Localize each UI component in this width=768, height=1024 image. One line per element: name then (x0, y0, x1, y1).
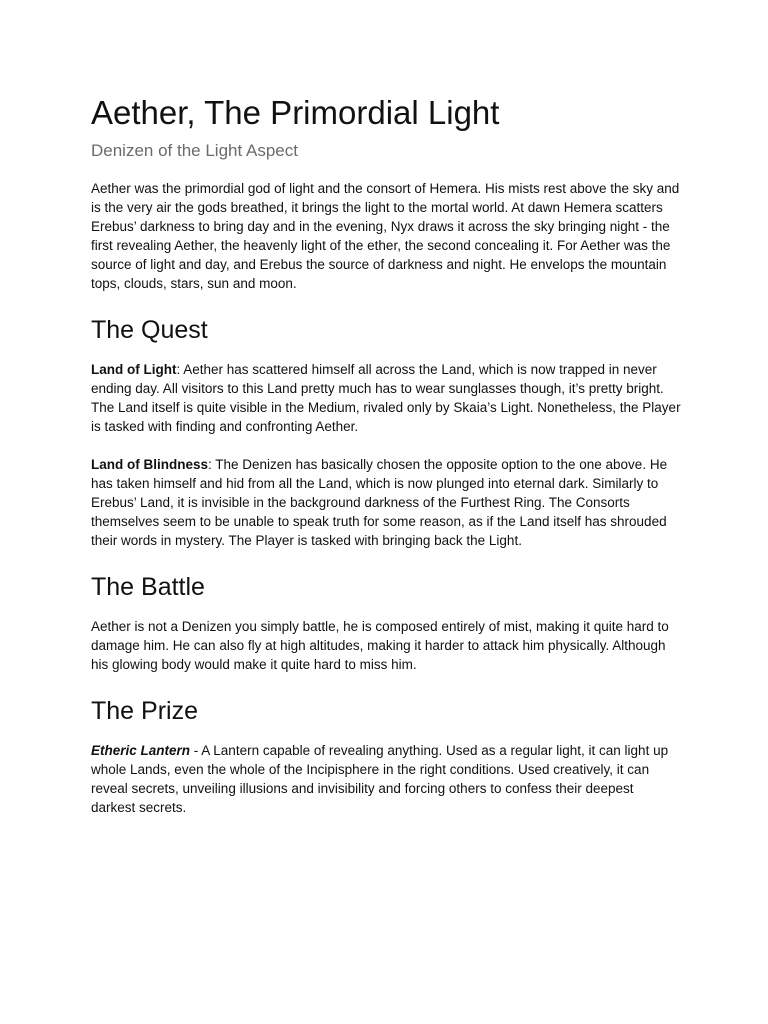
page-title: Aether, The Primordial Light (91, 94, 500, 131)
quest-term-land-of-blindness: Land of Blindness (91, 457, 209, 472)
document-page (91, 92, 681, 817)
page-subtitle: Denizen of the Light Aspect (91, 141, 298, 160)
battle-paragraph: Aether is not a Denizen you simply battle, he is composed entirely of mist, making it quite hard to damage him. He can also fly at high altitudes, making it harder to attack him physically. Although his glowing body would make it quite hard to miss him. (91, 619, 669, 672)
quest-text-land-of-light: : Aether has scattered himself all across the Land, which is now trapped in never ending day. All visitors to this Land pretty much has to wear sunglasses though, it’s pretty bright. The Land itself is quite visible in the Medium, rivaled only by Skaia’s Light. Nonetheless, the Player is tasked with finding and confronting Aether. (91, 362, 681, 434)
prize-paragraph (91, 741, 681, 817)
quest-text-land-of-blindness: : The Denizen has basically chosen the opposite option to the one above. He has taken himself and hid from all the Land, which is now plunged into eternal dark. Similarly to Erebus’ Land, it is invisible in the background darkness of the Furthest Ring. The Consorts themselves seem to be unable to speak truth for some reason, as if the Land itself has shrouded their words in mystery. The Player is tasked with bringing back the Light. (91, 457, 668, 548)
battle-heading: The Battle (91, 573, 205, 601)
intro-paragraph: Aether was the primordial god of light and the consort of Hemera. His mists rest above the sky and is the very air the gods breathed, it brings the light to the mortal world. At dawn Hemera scatters Erebus’ darkness to bring day and in the evening, Nyx draws it across the sky bringing night - the first revealing Aether, the heavenly light of the ether, the second concealing it. For Aether was the source of light and day, and Erebus the source of darkness and night. He envelops the mountain tops, clouds, stars, sun and moon. (91, 181, 680, 291)
prize-heading: The Prize (91, 697, 198, 725)
quest-heading: The Quest (91, 316, 208, 344)
quest-paragraph-land-of-blindness (91, 455, 681, 550)
quest-term-land-of-light: Land of Light (91, 362, 177, 377)
quest-paragraph-land-of-light (91, 360, 681, 436)
prize-term: Etheric Lantern (91, 743, 191, 758)
prize-text: - A Lantern capable of revealing anything. Used as a regular light, it can light up whole Lands, even the whole of the Incipisphere in the right conditions. Used creatively, it can reveal secrets, unveiling illusions and invisibility and forcing others to confess their deepest darkest secrets. (91, 743, 669, 815)
